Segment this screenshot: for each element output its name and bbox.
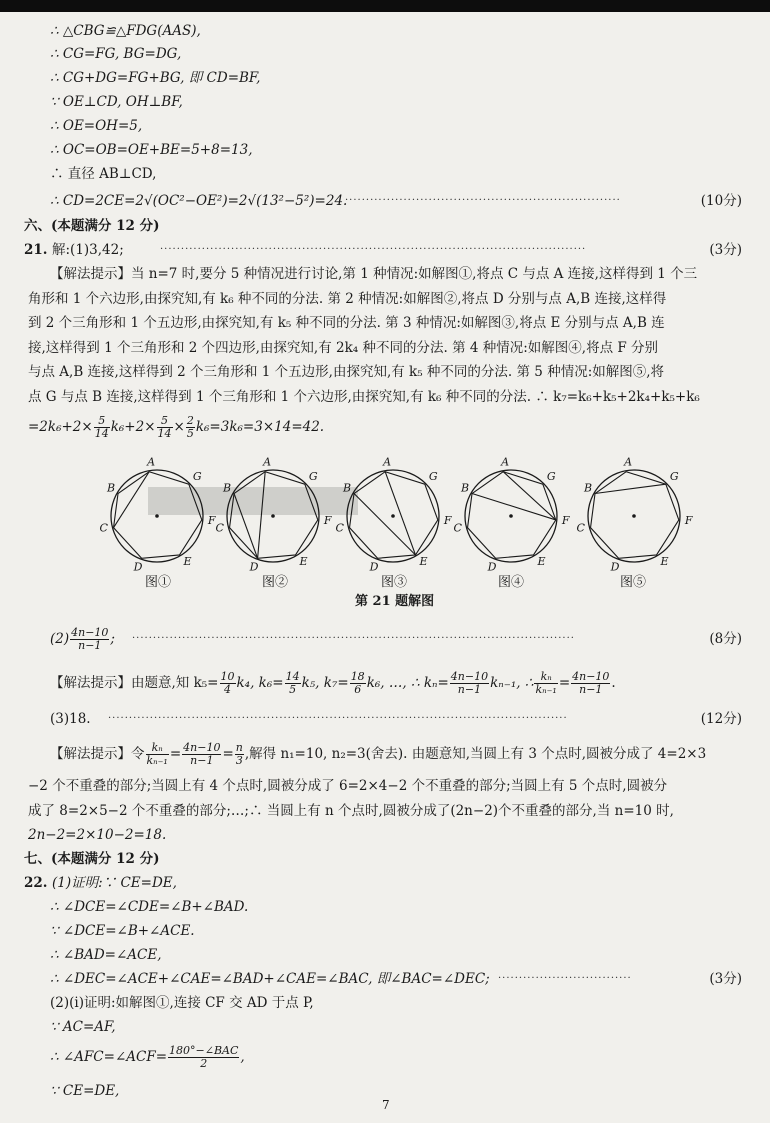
- proof-line-2: ∴ CG=FG, BG=DG,: [50, 46, 182, 62]
- hint-line-11: 成了 8=2×5−2 个不重叠的部分;…;∴ 当圆上有 n 个点时,圆被分成了(2n−2)个不重叠的部分,当 n=10 时,: [28, 803, 674, 819]
- eq-part: ×: [173, 419, 185, 435]
- proof-line-1: ∴ △CBG≌△FDG(AAS),: [50, 23, 201, 39]
- question-21-number: 21.: [24, 242, 48, 258]
- fraction: $\frac{4n-10}{n-1}$: [71, 626, 109, 652]
- hint-line-4: 接,这样得到 1 个三角形和 2 个四边形,由探究知,有 2k₄ 种不同的分法. 第 4 种情况:如解图④,将点 F 分别: [28, 340, 659, 356]
- q21-answer-1: 解:(1)3,42;: [52, 242, 124, 258]
- vertex-label-f: F: [323, 513, 332, 527]
- figure-title: 第 21 题解图: [355, 594, 435, 609]
- caption-fig-3: 图③: [381, 575, 408, 590]
- score-12: (12分): [700, 711, 742, 727]
- hint-line-9: 【解法提示】令 $\frac{\text{kₙ}}{\text{kₙ₋₁}}$ = $\frac{4n-10}{n-1}$ = $\frac{n}{3}$ ,解得 n₁=10, n₂=3(舍去). 由题意知,当圆上有 3 个点时,圆被分成了 4=2×3: [50, 741, 707, 767]
- dot-leader: ··································································: [345, 195, 621, 206]
- part-label: (2): [50, 631, 70, 647]
- q22-line-e: ∴ ∠DEC=∠ACE+∠CAE=∠BAD+∠CAE=∠BAC, 即∠BAC=∠DEC;: [50, 971, 490, 987]
- vertex-label-f: F: [561, 513, 570, 527]
- score-10: (10分): [700, 193, 742, 209]
- caption-fig-2: 图②: [262, 575, 289, 590]
- proof-line-7: ∴ 直径 AB⊥CD,: [50, 166, 157, 182]
- vertex-label-a: A: [383, 455, 392, 469]
- proof-line-8: ∴ CD=2CE=2√(OC²−OE²)=2√(13²−5²)=24.: [50, 193, 348, 209]
- page-number: 7: [382, 1098, 390, 1112]
- hint-line-6: 点 G 与点 B 连接,这样得到 1 个三角形和 1 个六边形,由探究知,有 k₆ 种不同的分法. ∴ k₇=k₆+k₅+2k₄+k₅+k₆: [28, 389, 700, 405]
- center-dot: [155, 514, 159, 518]
- vertex-label-e: E: [660, 554, 669, 568]
- center-dot: [391, 514, 395, 518]
- vertex-label-b: B: [584, 481, 593, 495]
- vertex-label-e: E: [183, 554, 192, 568]
- vertex-label-b: B: [343, 481, 352, 495]
- fraction: $\frac{2}{5}$: [186, 414, 194, 440]
- answer-page: [0, 12, 770, 1123]
- vertex-label-a: A: [263, 455, 272, 469]
- hint-line-3: 到 2 个三角形和 1 个五边形,由探究知,有 k₅ 种不同的分法. 第 3 种情况:如解图③,将点 E 分别与点 A,B 连: [28, 315, 665, 331]
- proof-line-4: ∵ OE⊥CD, OH⊥BF,: [50, 94, 183, 110]
- figure-21-solutions: [100, 452, 700, 577]
- vertex-label-g: G: [669, 470, 679, 484]
- vertex-label-d: D: [249, 560, 259, 574]
- center-dot: [509, 514, 513, 518]
- figure-4: [454, 456, 570, 574]
- vertex-label-b: B: [107, 481, 116, 495]
- hint-line-2: 角形和 1 个六边形,由探究知,有 k₆ 种不同的分法. 第 2 种情况:如解图②,将点 D 分别与点 A,B 连接,这样得: [28, 291, 667, 307]
- vertex-label-e: E: [299, 554, 308, 568]
- hint-line-1: 【解法提示】当 n=7 时,要分 5 种情况进行讨论,第 1 种情况:如解图①,将点 C 与点 A 连接,这样得到 1 个三: [50, 266, 698, 282]
- q22-line-h: ∴ ∠AFC=∠ACF= $\frac{\text{180°−∠BAC}}{2}$ ,: [50, 1044, 245, 1070]
- vertex-label-a: A: [501, 455, 510, 469]
- vertex-label-g: G: [308, 470, 318, 484]
- eq-part: ;: [110, 631, 115, 647]
- q22-line-f: (2)(i)证明:如解图①,连接 CF 交 AD 于点 P,: [50, 995, 314, 1011]
- vertex-label-c: C: [215, 521, 224, 535]
- vertex-label-e: E: [419, 554, 428, 568]
- q22-line-d: ∴ ∠BAD=∠ACE,: [50, 947, 162, 963]
- chord: [354, 494, 415, 555]
- q22-line-i: ∵ CE=DE,: [50, 1083, 120, 1099]
- figure-5: [577, 456, 693, 574]
- vertex-label-d: D: [610, 560, 620, 574]
- vertex-label-d: D: [133, 560, 143, 574]
- caption-fig-5: 图⑤: [620, 575, 647, 590]
- vertex-label-g: G: [428, 470, 438, 484]
- q22-line-g: ∵ AC=AF,: [50, 1019, 116, 1035]
- hint-line-5: 与点 A,B 连接,这样得到 2 个三角形和 1 个五边形,由探究知,有 k₅ 种不同的分法. 第 5 种情况:如解图⑤,将: [28, 364, 665, 380]
- vertex-label-a: A: [147, 455, 156, 469]
- vertex-label-c: C: [576, 521, 585, 535]
- top-black-bar: [0, 0, 770, 12]
- vertex-label-c: C: [100, 521, 108, 535]
- hint-line-7: [28, 412, 324, 442]
- eq-part: k₆=3k₆=3×14=42.: [195, 419, 325, 435]
- hint-line-12: 2n−2=2×10−2=18.: [28, 827, 167, 843]
- score-8: (8分): [709, 631, 742, 647]
- score-3b: (3分): [709, 971, 742, 987]
- fraction: $\frac{5}{14}$: [157, 414, 172, 440]
- dot-leader: ··············································································································: [108, 713, 568, 724]
- eq-part: =2k₆+2×: [28, 419, 93, 435]
- vertex-label-f: F: [443, 513, 452, 527]
- vertex-label-f: F: [207, 513, 216, 527]
- proof-line-3: ∴ CG+DG=FG+BG, 即 CD=BF,: [50, 70, 261, 86]
- q21-answer-3: (3)18.: [50, 711, 91, 727]
- vertex-label-b: B: [461, 481, 470, 495]
- question-22-number: 22.: [24, 875, 48, 891]
- vertex-label-c: C: [453, 521, 462, 535]
- vertex-label-g: G: [546, 470, 556, 484]
- q21-answer-2: [50, 622, 115, 656]
- vertex-label-d: D: [369, 560, 379, 574]
- figure-shadow: [148, 487, 358, 515]
- caption-fig-4: 图④: [498, 575, 525, 590]
- dot-leader: ··········································································································: [132, 633, 575, 644]
- q22-line-b: ∴ ∠DCE=∠CDE=∠B+∠BAD.: [50, 899, 249, 915]
- center-dot: [632, 514, 636, 518]
- vertex-label-d: D: [487, 560, 497, 574]
- caption-fig-1: 图①: [145, 575, 172, 590]
- fraction: $\frac{5}{14}$: [94, 414, 109, 440]
- proof-line-6: ∴ OC=OB=OE+BE=5+8=13,: [50, 142, 253, 158]
- section-7-heading: 七、(本题满分 12 分): [24, 851, 160, 867]
- proof-line-5: ∴ OE=OH=5,: [50, 118, 143, 134]
- hint-line-10: −2 个不重叠的部分;当圆上有 4 个点时,圆被分成了 6=2×4−2 个不重叠的部分;当圆上有 5 个点时,圆被分: [28, 778, 668, 794]
- vertex-label-e: E: [537, 554, 546, 568]
- q22-line-c: ∵ ∠DCE=∠B+∠ACE.: [50, 923, 195, 939]
- section-6-heading: 六、(本题满分 12 分): [24, 218, 160, 234]
- q22-line-a: (1)证明:∵ CE=DE,: [52, 875, 177, 891]
- score-3: (3分): [709, 242, 742, 258]
- vertex-label-a: A: [624, 455, 633, 469]
- vertex-label-f: F: [684, 513, 693, 527]
- eq-part: k₆+2×: [110, 419, 156, 435]
- dot-leader: ······································································································: [160, 244, 587, 255]
- chord: [114, 472, 150, 528]
- chord: [385, 472, 415, 555]
- hint-line-8: 【解法提示】由题意,知 k₅= $\frac{10}{4}$ k₄, k₆= $\frac{14}{5}$ k₅, k₇= $\frac{18}{6}$ k₆, …, ∴ kₙ= $\frac{4n-10}{n-1}$ kₙ₋₁, ∴ $\frac{\text{kₙ}}{\text{kₙ₋₁}}$ = $\frac{4n-10}{n-1}$ .: [50, 670, 616, 696]
- center-dot: [271, 514, 275, 518]
- vertex-label-g: G: [192, 470, 202, 484]
- chord: [472, 494, 556, 520]
- vertex-label-c: C: [335, 521, 344, 535]
- dot-leader: ································: [498, 973, 632, 984]
- vertex-label-b: B: [223, 481, 232, 495]
